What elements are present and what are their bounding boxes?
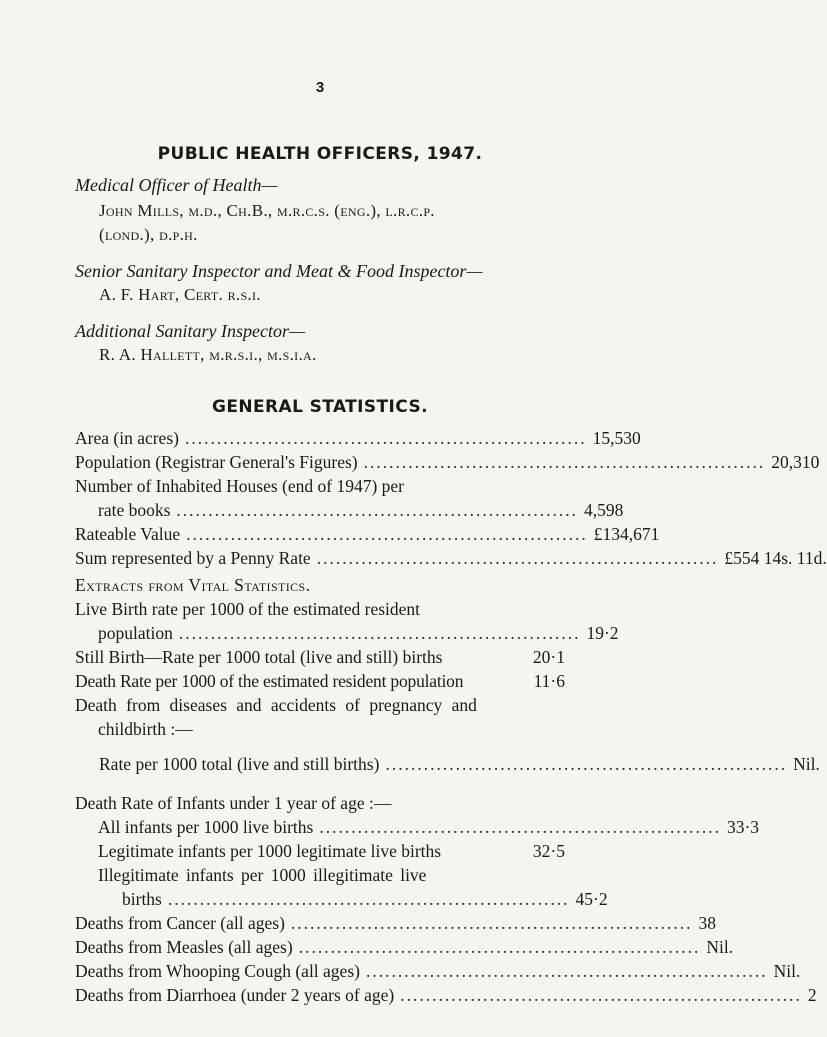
all-infants-value: 33·3 <box>726 817 760 837</box>
pregnancy-rate-label: Rate per 1000 total (live and still births) <box>99 754 380 774</box>
measles-label: Deaths from Measles (all ages) <box>75 937 293 957</box>
leader-dots: ............................................................... <box>316 548 719 568</box>
illegitimate-label-line-2: births <box>122 889 162 909</box>
still-birth-label: Still Birth—Rate per 1000 total (live and still) births <box>75 647 443 667</box>
ssi-name: A. F. Hart, Cert. r.s.i. <box>99 285 261 304</box>
rateable-label: Rateable Value <box>75 524 181 544</box>
leader-dots: ............................................................... <box>400 985 802 1005</box>
houses-value: 4,598 <box>584 500 624 520</box>
leader-dots: ............................................................... <box>167 889 570 909</box>
general-statistics-heading: GENERAL STATISTICS. <box>212 397 428 417</box>
asi-title: Additional Sanitary Inspector— <box>75 321 305 341</box>
live-birth-value: 19·2 <box>586 623 619 643</box>
leader-dots: ............................................................... <box>176 500 579 520</box>
cancer-label: Deaths from Cancer (all ages) <box>75 913 285 933</box>
cancer-row <box>75 913 717 937</box>
death-rate-value: 11·6 <box>533 671 565 691</box>
whooping-cough-label: Deaths from Whooping Cough (all ages) <box>75 961 360 981</box>
leader-dots: ............................................................... <box>319 817 721 837</box>
live-birth-label-line-1: Live Birth rate per 1000 of the estimated resident <box>75 599 421 619</box>
leader-dots: ............................................................... <box>186 524 588 544</box>
measles-row <box>75 937 734 961</box>
leader-dots: ............................................................... <box>178 623 581 643</box>
diarrhoea-row <box>75 985 817 1009</box>
cancer-value: 38 <box>698 913 717 933</box>
population-row <box>75 452 820 476</box>
houses-label-line-2: rate books <box>98 500 171 520</box>
population-value: 20,310 <box>771 452 820 472</box>
area-label: Area (in acres) <box>75 428 179 448</box>
pregnancy-label-line-1: Death from diseases and accidents of pregnancy and <box>75 695 477 715</box>
pregnancy-rate-value: Nil. <box>793 754 820 774</box>
rateable-value: £134,671 <box>593 524 660 544</box>
officers-heading: PUBLIC HEALTH OFFICERS, 1947. <box>157 144 483 164</box>
illegitimate-infants-row <box>122 889 608 913</box>
all-infants-row <box>98 817 760 841</box>
illegitimate-label-line-1: Illegitimate infants per 1000 illegitimate live <box>98 865 427 885</box>
rateable-row <box>75 524 660 548</box>
penny-rate-label: Sum represented by a Penny Rate <box>75 548 311 568</box>
moh-title: Medical Officer of Health— <box>75 175 278 195</box>
area-row <box>75 428 641 452</box>
legitimate-infants-row <box>98 841 565 865</box>
pregnancy-label-line-2: childbirth :— <box>98 719 193 739</box>
area-value: 15,530 <box>592 428 641 448</box>
leader-dots: ............................................................... <box>184 428 587 448</box>
still-birth-value: 20·1 <box>532 647 565 667</box>
whooping-cough-row <box>75 961 801 985</box>
legitimate-infants-label: Legitimate infants per 1000 legitimate live births <box>98 841 442 861</box>
leader-dots: ............................................................... <box>385 754 788 774</box>
live-birth-row <box>98 623 619 647</box>
whooping-cough-value: Nil. <box>773 961 801 981</box>
pregnancy-rate-row <box>99 754 820 778</box>
houses-row <box>98 500 624 524</box>
moh-name-line-2: (lond.), d.p.h. <box>99 225 198 244</box>
leader-dots: ............................................................... <box>363 452 766 472</box>
leader-dots: ............................................................... <box>365 961 768 981</box>
live-birth-label-line-2: population <box>98 623 173 643</box>
illegitimate-infants-value: 45·2 <box>575 889 608 909</box>
penny-rate-row <box>75 548 827 572</box>
ssi-title: Senior Sanitary Inspector and Meat & Food Inspector— <box>75 261 483 281</box>
death-rate-row <box>75 671 565 695</box>
death-rate-label: Death Rate per 1000 of the estimated resident population <box>75 671 464 691</box>
diarrhoea-value: 2 <box>807 985 817 1005</box>
moh-name-line-1: John Mills, m.d., Ch.B., m.r.c.s. (eng.), l.r.c.p. <box>99 201 435 220</box>
page-number: 3 <box>315 79 325 96</box>
still-birth-row <box>75 647 565 671</box>
penny-rate-value: £554 14s. 11d. <box>724 548 827 568</box>
diarrhoea-label: Deaths from Diarrhoea (under 2 years of age) <box>75 985 395 1005</box>
leader-dots: ............................................................... <box>290 913 693 933</box>
infant-death-heading: Death Rate of Infants under 1 year of age :— <box>75 793 392 813</box>
measles-value: Nil. <box>706 937 734 957</box>
asi-name: R. A. Hallett, m.r.s.i., m.s.i.a. <box>99 345 317 364</box>
vital-statistics-heading: Extracts from Vital Statistics. <box>75 575 311 595</box>
legitimate-infants-value: 32·5 <box>532 841 565 861</box>
leader-dots: ............................................................... <box>298 937 701 957</box>
population-label: Population (Registrar General's Figures) <box>75 452 358 472</box>
houses-label-line-1: Number of Inhabited Houses (end of 1947) per <box>75 476 405 496</box>
all-infants-label: All infants per 1000 live births <box>98 817 314 837</box>
